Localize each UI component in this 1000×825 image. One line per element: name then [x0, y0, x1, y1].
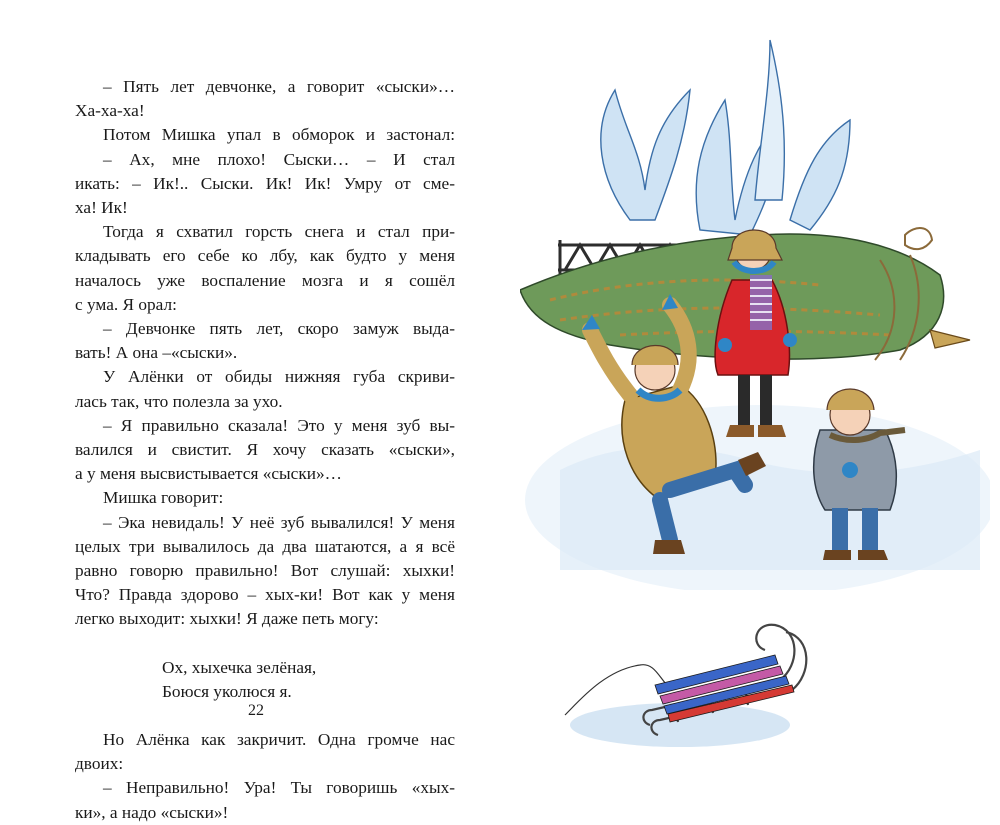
text-line: а у меня высвистывается «сыски»…	[75, 464, 342, 484]
text-line: Тогда я схватил горсть снега и стал при-	[103, 222, 455, 242]
text-line: Что? Правда здорово – хых-ки! Вот как у меня	[75, 585, 455, 605]
frosty-bushes	[601, 40, 850, 235]
sled-illustration	[560, 610, 820, 760]
text-line: с ума. Я орал:	[75, 294, 177, 314]
text-line: Ха-ха-ха!	[75, 101, 145, 121]
text-line: – Ах, мне плохо! Сыски… – И стал	[103, 149, 455, 169]
page-number: 22	[248, 702, 264, 719]
text-line: кладывать его себе ко лбу, как будто у меня	[75, 246, 455, 266]
text-line: валился и свистит. Я хочу сказать «сыски»,	[75, 440, 455, 460]
text-line: целых три вывалилось да два шатаются, а я всё	[75, 536, 455, 556]
text-line: икать: – Ик!.. Сыски. Ик! Ик! Умру от сме-	[75, 173, 455, 193]
verse-line: Боюся уколюся я.	[162, 681, 292, 701]
text-line: – Эка невидаль! У неё зуб вывалился! У меня	[103, 512, 455, 532]
text-line: вать! А она –«сыски».	[75, 343, 238, 363]
text-line: ха! Ик!	[75, 198, 128, 218]
verse-line: Ох, хыхечка зелёная,	[162, 657, 317, 677]
text-line: – Пять лет девчонке, а говорит «сыски»…	[103, 77, 455, 96]
text-line: Потом Мишка упал в обморок и застонал:	[103, 125, 455, 145]
text-line: лась так, что полезла за ухо.	[75, 391, 283, 411]
text-line: равно говорю правильно! Вот слушай: хыхки!	[75, 561, 455, 581]
text-line: ки», а надо «сыски»!	[75, 802, 229, 822]
left-page	[0, 0, 500, 822]
poem-verse	[162, 656, 455, 704]
text-line: легко выходит: хыхки! Я даже петь могу:	[75, 609, 379, 629]
text-line: двоих:	[75, 754, 124, 774]
children-in-snow-illustration	[520, 30, 990, 590]
text-line: У Алёнки от обиды нижняя губа скриви-	[103, 367, 455, 387]
text-line: Мишка говорит:	[103, 488, 224, 508]
text-line: – Неправильно! Ура! Ты говоришь «хых-	[103, 778, 455, 798]
text-line: – Я правильно сказала! Это у меня зуб вы-	[103, 415, 455, 435]
text-line: Но Алёнка как закричит. Одна громче нас	[103, 730, 455, 750]
text-line: – Девчонке пять лет, скоро замуж выда-	[103, 319, 455, 339]
text-line: началось уже воспаление мозга и я сошёл	[75, 270, 455, 290]
